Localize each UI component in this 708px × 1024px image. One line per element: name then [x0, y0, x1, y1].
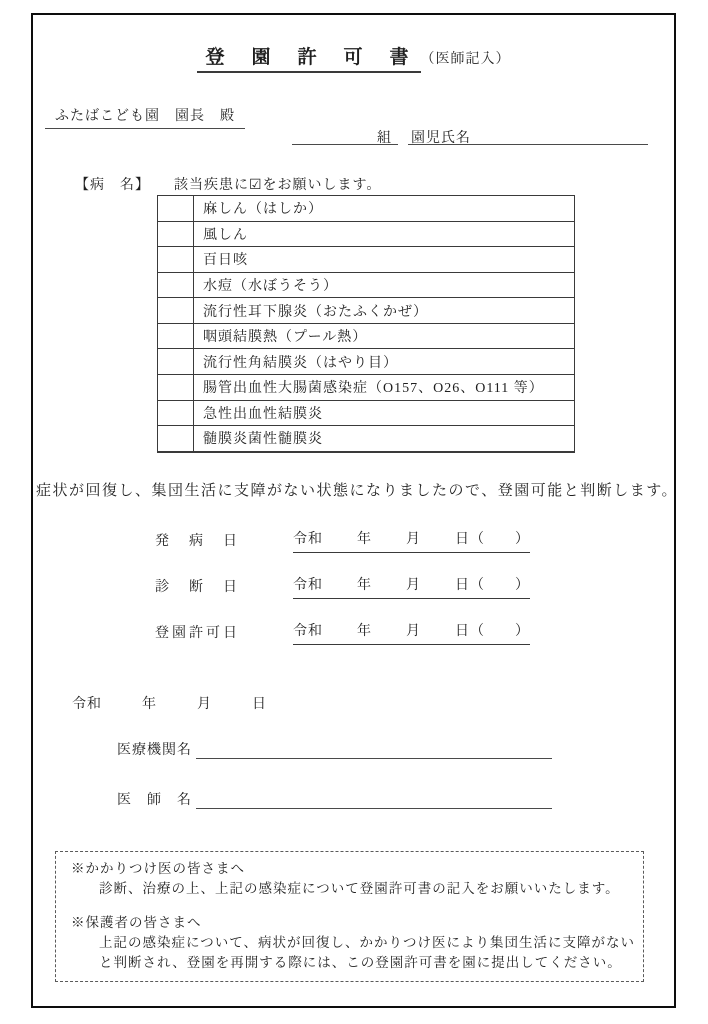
month-label: 月 [406, 578, 421, 593]
disease-name: 水痘（水ぼうそう） [194, 272, 575, 298]
month-label: 月 [406, 624, 421, 639]
disease-name [194, 451, 575, 452]
table-row [158, 272, 575, 298]
year-label: 年 [142, 697, 157, 712]
checkbox-cell[interactable] [158, 323, 194, 349]
table-row [158, 426, 575, 452]
checkbox-cell[interactable] [158, 247, 194, 273]
checkbox-cell[interactable] [158, 451, 194, 452]
note-guardian-heading: ※保護者の皆さまへ [71, 915, 202, 930]
checkbox-cell[interactable] [158, 196, 194, 222]
permission-date-row [155, 622, 530, 642]
table-row [158, 323, 575, 349]
medical-institution-label: 医療機関名 [117, 743, 192, 758]
disease-name: 麻しん（はしか） [194, 196, 575, 222]
month-label: 月 [197, 697, 212, 712]
issue-date-line[interactable] [72, 693, 267, 713]
checkbox-instruction: 該当疾患に☑をお願いします。 [174, 178, 382, 193]
onset-date-row [155, 530, 530, 550]
addressee: ふたばこども園 園長 殿 [45, 105, 245, 129]
note-guardian-body-1: 上記の感染症について、病状が回復し、かかりつけ医により集団生活に支障がない [99, 935, 635, 950]
era-label: 令和 [72, 697, 102, 712]
medical-institution-row [117, 740, 552, 759]
doctor-name-input-line[interactable] [196, 789, 552, 809]
title-line [0, 42, 708, 69]
table-row [158, 400, 575, 426]
disease-name: 風しん [194, 221, 575, 247]
doctor-name-row [117, 790, 552, 809]
table-row [158, 247, 575, 273]
checkbox-cell[interactable] [158, 426, 194, 452]
day-label: 日（ ） [455, 624, 530, 639]
class-input-line[interactable]: 組 [292, 127, 398, 145]
disease-name: 百日咳 [194, 247, 575, 273]
disease-name: 流行性耳下腺炎（おたふくかぜ） [194, 298, 575, 324]
era-label: 令和 [293, 578, 323, 593]
year-label: 年 [357, 532, 372, 547]
note-doctor-heading: ※かかりつけ医の皆さまへ [71, 861, 245, 876]
checkbox-cell[interactable] [158, 400, 194, 426]
diagnosis-date-row [155, 576, 530, 596]
era-label: 令和 [293, 624, 323, 639]
table-row [158, 298, 575, 324]
checkbox-cell[interactable] [158, 272, 194, 298]
table-row [158, 221, 575, 247]
year-label: 年 [357, 624, 372, 639]
disease-name: 腸管出血性大腸菌感染症（O157、O26、O111 等） [194, 375, 575, 401]
onset-date-label: 発 病 日 [155, 534, 240, 549]
checkbox-cell[interactable] [158, 349, 194, 375]
era-label: 令和 [293, 532, 323, 547]
medical-institution-input-line[interactable] [196, 739, 552, 759]
note-doctor-body: 診断、治療の上、上記の感染症について登園許可書の記入をお願いいたします。 [99, 881, 620, 896]
year-label: 年 [357, 578, 372, 593]
child-name-input-line[interactable] [408, 127, 648, 145]
month-label: 月 [406, 532, 421, 547]
table-row [158, 451, 575, 452]
note-guardian-body-2: と判断され、登園を再開する際には、この登園許可書を園に提出してください。 [99, 955, 622, 970]
note-section-gap [71, 899, 633, 913]
diagnosis-date-label: 診 断 日 [155, 580, 240, 595]
table-row [158, 196, 575, 222]
doctor-name-label: 医 師 名 [117, 793, 192, 808]
disease-table [157, 195, 575, 453]
notes-box [55, 851, 644, 982]
day-label: 日 [252, 697, 267, 712]
table-row [158, 375, 575, 401]
checkbox-cell[interactable] [158, 221, 194, 247]
onset-date-input-line[interactable] [293, 528, 530, 553]
disease-name: 髄膜炎菌性髄膜炎 [194, 426, 575, 452]
day-label: 日（ ） [455, 532, 530, 547]
disease-name: 流行性角結膜炎（はやり目） [194, 349, 575, 375]
permission-date-label: 登園許可日 [155, 626, 240, 641]
table-row [158, 349, 575, 375]
form-title-suffix: （医師記入） [420, 52, 511, 67]
day-label: 日（ ） [455, 578, 530, 593]
checkbox-cell[interactable] [158, 375, 194, 401]
child-name-label: 園児氏名 [411, 131, 471, 146]
checkbox-cell[interactable] [158, 298, 194, 324]
recovery-statement: 症状が回復し、集団生活に支障がない状態になりましたので、登園可能と判断します。 [36, 483, 679, 499]
disease-section-heading: 【病 名】 [75, 178, 150, 193]
disease-name: 急性出血性結膜炎 [194, 400, 575, 426]
disease-name: 咽頭結膜熱（プール熱） [194, 323, 575, 349]
permission-date-input-line[interactable] [293, 620, 530, 645]
diagnosis-date-input-line[interactable] [293, 574, 530, 599]
disease-section-heading-line [75, 174, 381, 194]
form-title: 登 園 許 可 書 [197, 47, 420, 73]
